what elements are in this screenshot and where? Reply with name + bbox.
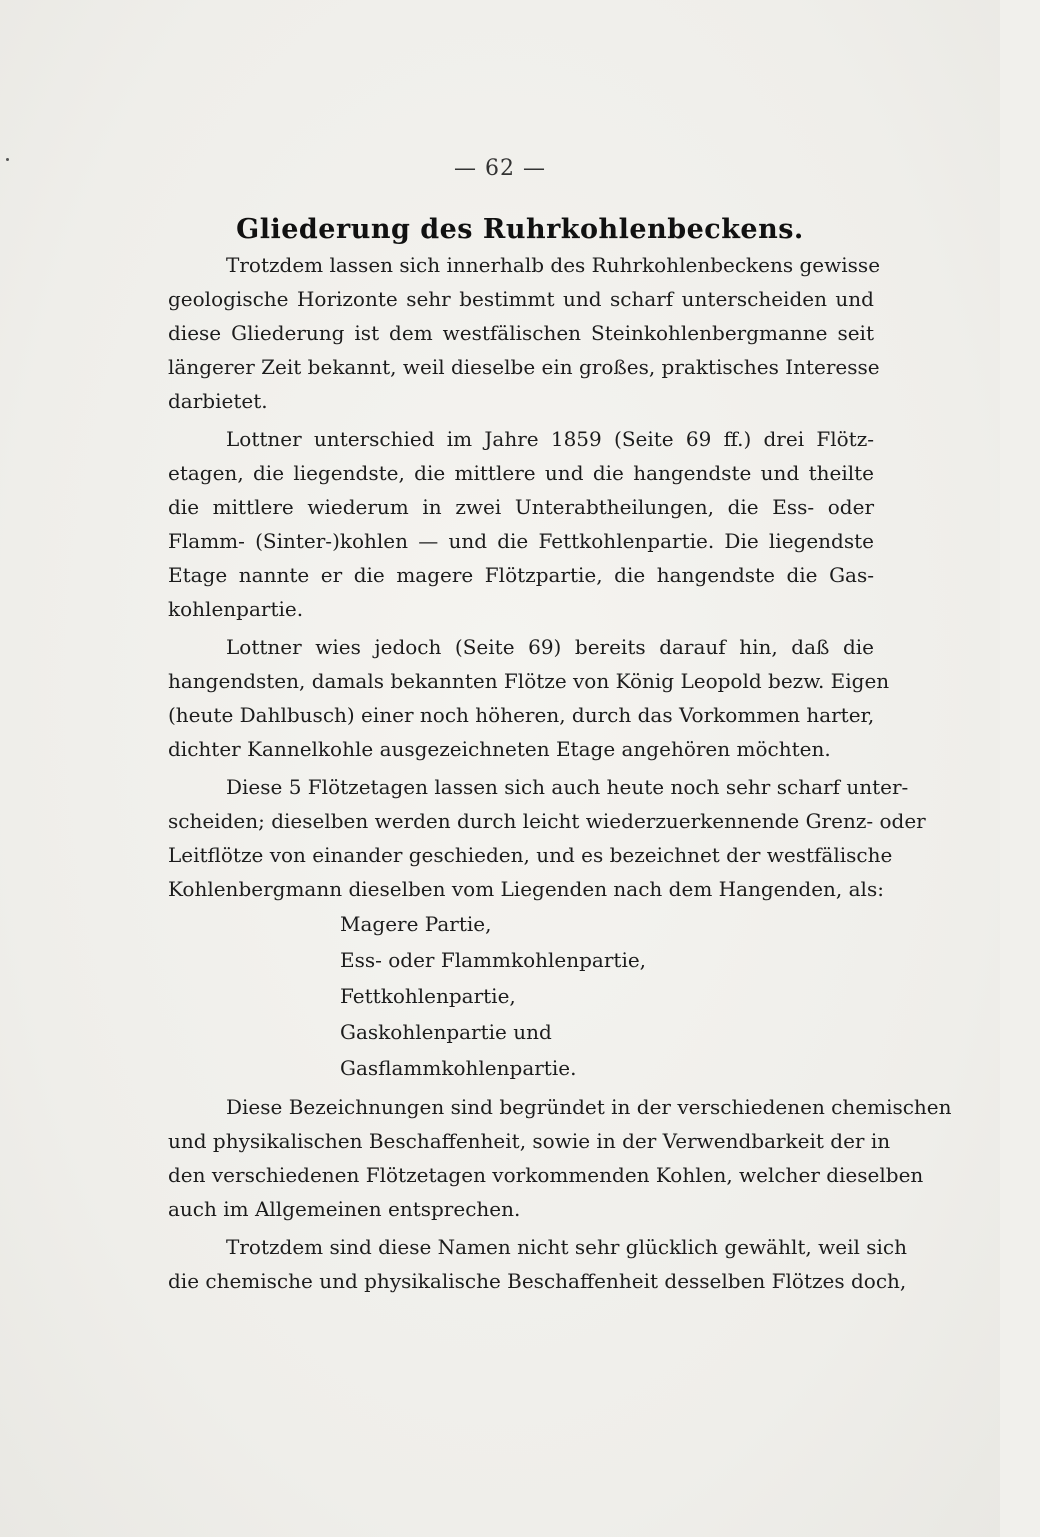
list-item: Gasflammkohlenpartie. [340,1056,577,1080]
text-line: längerer Zeit bekannt, weil dieselbe ein großes, praktisches Interesse [168,355,880,379]
text-line: etagen, die liegendste, die mittlere und die hangendste und theilte [168,461,874,485]
text-line: hangendsten, damals bekannten Flötze von König Leopold bezw. Eigen [168,669,890,693]
text-line: dichter Kannelkohle ausgezeichneten Etage angehören möchten. [168,737,831,761]
text-line: diese Gliederung ist dem westfälischen Steinkohlenbergmanne seit [168,321,874,345]
list-item: Fettkohlenpartie, [340,984,516,1008]
list-item: Ess- oder Flammkohlenpartie, [340,948,647,972]
text-line: den verschiedenen Flötzetagen vorkommenden Kohlen, welcher dieselben [168,1163,924,1187]
text-line: Diese 5 Flötzetagen lassen sich auch heute noch sehr scharf unter- [226,775,909,799]
text-line: Trotzdem lassen sich innerhalb des Ruhrkohlenbeckens gewisse [226,253,881,277]
list-item: Gaskohlenpartie und [340,1020,552,1044]
text-line: kohlenpartie. [168,597,304,621]
text-line: geologische Horizonte sehr bestimmt und scharf unterscheiden und [168,287,874,311]
body-text [168,248,952,1298]
section-heading: Gliederung des Ruhrkohlenbeckens. [236,214,804,245]
list-item: Magere Partie, [340,912,492,936]
text-line: Etage nannte er die magere Flötzpartie, die hangendste die Gas- [168,563,874,587]
text-line: Leitflötze von einander geschieden, und es bezeichnet der westfälische [168,843,893,867]
text-line: Flamm- (Sinter-)kohlen — und die Fettkohlenpartie. Die liegendste [168,529,874,553]
text-line: Diese Bezeichnungen sind begründet in der verschiedenen chemischen [226,1095,952,1119]
text-line: Lottner wies jedoch (Seite 69) bereits darauf hin, daß die [226,635,874,659]
text-line: Trotzdem sind diese Namen nicht sehr glücklich gewählt, weil sich [226,1235,907,1259]
text-line: (heute Dahlbusch) einer noch höheren, durch das Vorkommen harter, [168,703,875,727]
page-number: — 62 — [454,156,546,181]
text-line: Lottner unterschied im Jahre 1859 (Seite 69 ff.) drei Flötz- [226,427,874,451]
text-line: scheiden; dieselben werden durch leicht wiederzuerkennende Grenz- oder [168,809,926,833]
text-line: Kohlenbergmann dieselben vom Liegenden nach dem Hangenden, als: [168,877,884,901]
text-line: und physikalischen Beschaffenheit, sowie in der Verwendbarkeit der in [168,1129,891,1153]
text-line: die chemische und physikalische Beschaffenheit desselben Flötzes doch, [168,1269,907,1293]
text-line: auch im Allgemeinen entsprechen. [168,1197,521,1221]
text-line: darbietet. [168,389,268,413]
text-line: die mittlere wiederum in zwei Unterabtheilungen, die Ess- oder [168,495,874,519]
